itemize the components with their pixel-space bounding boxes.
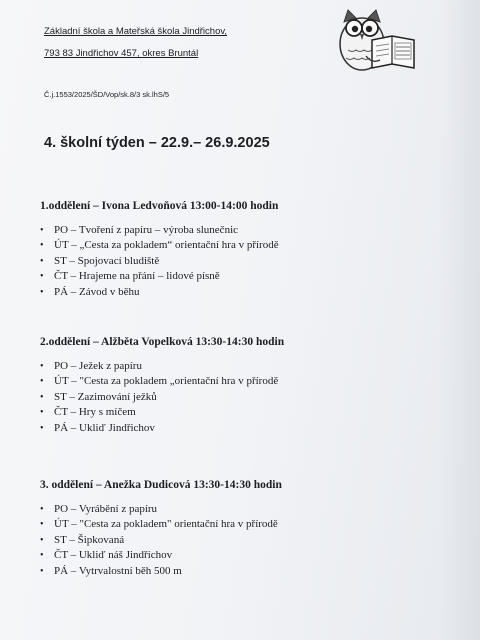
activity-list (40, 223, 460, 300)
reference-number: Č.j.1553/2025/ŠD/Vop/sk.8/3 sk.lhS/5 (44, 90, 170, 99)
department-heading: 3. oddělení – Anežka Dudicová 13:30-14:30 hodin (40, 479, 282, 491)
school-header (44, 26, 227, 70)
activity-list (40, 502, 460, 579)
department-heading: 1.oddělení – Ivona Ledvoňová 13:00-14:00 hodin (40, 200, 279, 212)
list-item: • ČT – Hrajeme na přání – lidové písně (40, 269, 460, 284)
page-edge-shadow (440, 0, 480, 640)
page-title: 4. školní týden – 22.9.– 26.9.2025 (44, 135, 270, 151)
school-name: Základní škola a Mateřská škola Jindřichov, (44, 26, 228, 37)
list-item: • PÁ – Vytrvalostní běh 500 m (40, 564, 460, 579)
department-1 (40, 200, 460, 300)
department-heading: 2.oddělení – Alžběta Vopelková 13:30-14:30 hodin (40, 336, 285, 348)
list-item: • ČT – Hry s míčem (40, 405, 460, 420)
list-item: • PO – Tvoření z papíru – výroba slunečnic (40, 223, 460, 238)
activity-list (40, 359, 460, 436)
list-item: • ÚT – „Cesta za pokladem“ orientační hra v přírodě (40, 238, 460, 253)
list-item: • PO – Ježek z papíru (40, 359, 460, 374)
list-item: • PÁ – Závod v běhu (40, 285, 460, 300)
school-address: 793 83 Jindřichov 457, okres Bruntál (44, 48, 199, 59)
list-item: • ČT – Ukliď náš Jindřichov (40, 548, 460, 563)
list-item: • ÚT – "Cesta za pokladem „orientační hra v přírodě (40, 374, 460, 389)
department-3 (40, 479, 460, 579)
list-item: • ST – Zazimování ježků (40, 390, 460, 405)
list-item: • ÚT – "Cesta za pokladem" orientační hra v přírodě (40, 517, 460, 532)
owl-reading-book-icon (336, 6, 418, 72)
list-item: • PO – Vyrábění z papíru (40, 502, 460, 517)
department-2 (40, 336, 460, 436)
list-item: • ST – Šipkovaná (40, 533, 460, 548)
list-item: • PÁ – Ukliď Jindřichov (40, 421, 460, 436)
list-item: • ST – Spojovací bludiště (40, 254, 460, 269)
